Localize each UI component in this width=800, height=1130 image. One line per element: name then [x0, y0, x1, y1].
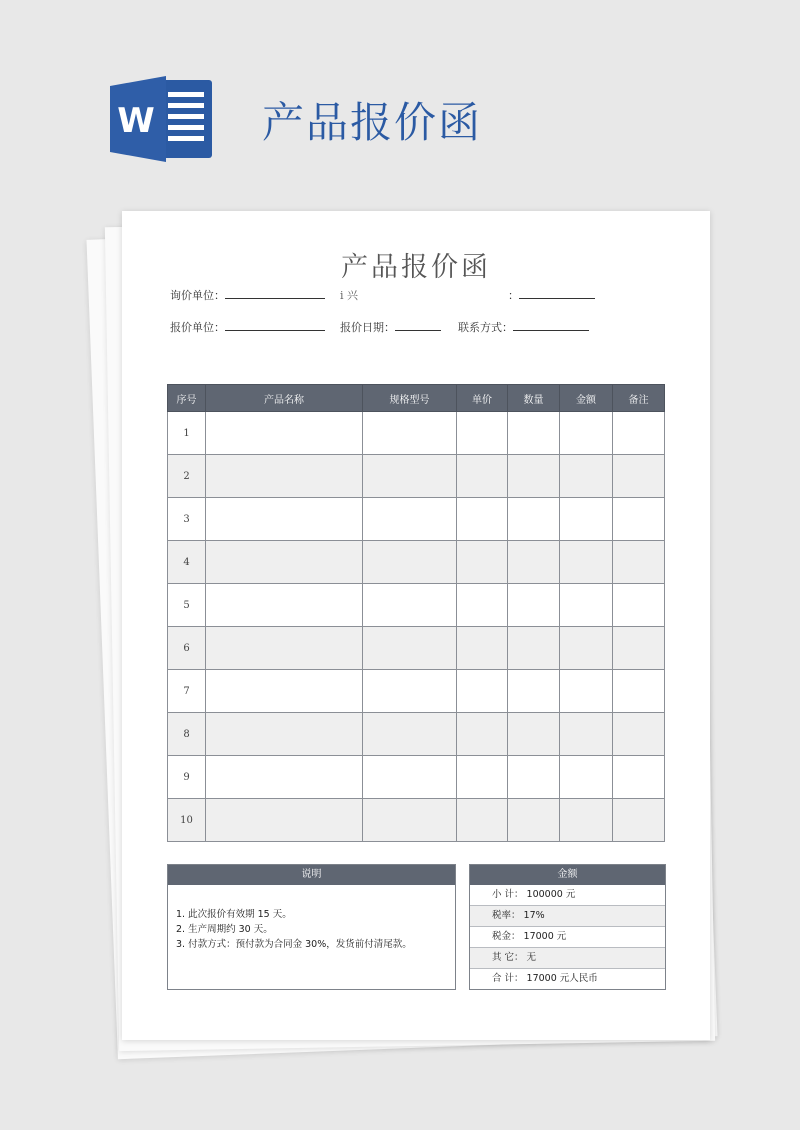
page-title: 产品报价函: [262, 98, 483, 147]
word-logo-letter: W: [117, 101, 155, 141]
table-cell[interactable]: [363, 541, 457, 584]
table-cell[interactable]: [457, 498, 508, 541]
contact-row: [458, 319, 589, 335]
row-number: 8: [168, 713, 206, 756]
table-cell[interactable]: [560, 412, 613, 455]
table-cell[interactable]: [613, 713, 665, 756]
table-row: [168, 584, 665, 627]
table-cell[interactable]: [363, 412, 457, 455]
inquiry-unit-field[interactable]: [225, 288, 325, 299]
table-cell[interactable]: [457, 412, 508, 455]
table-cell[interactable]: [508, 455, 560, 498]
column-header: 产品名称: [206, 385, 363, 412]
row-number: 2: [168, 455, 206, 498]
row-number: 10: [168, 799, 206, 842]
table-cell[interactable]: [613, 584, 665, 627]
table-cell[interactable]: [613, 670, 665, 713]
table-cell[interactable]: [560, 455, 613, 498]
tax-rate-row: 税率： 17%: [470, 905, 665, 926]
table-cell[interactable]: [206, 412, 363, 455]
table-cell[interactable]: [206, 627, 363, 670]
quote-date-field[interactable]: [395, 320, 441, 331]
notes-panel: [167, 864, 456, 990]
inquiry-unit-label: 询价单位：: [170, 289, 225, 302]
table-cell[interactable]: [508, 799, 560, 842]
column-header: 数量: [508, 385, 560, 412]
table-cell[interactable]: [206, 713, 363, 756]
table-cell[interactable]: [206, 756, 363, 799]
contact-field[interactable]: [513, 320, 589, 331]
inquiry-unit-row: [170, 287, 325, 303]
table-cell[interactable]: [560, 713, 613, 756]
table-cell[interactable]: [613, 799, 665, 842]
table-cell[interactable]: [508, 670, 560, 713]
column-header: 序号: [168, 385, 206, 412]
quote-unit-field[interactable]: [225, 320, 325, 331]
row-number: 5: [168, 584, 206, 627]
row-number: 9: [168, 756, 206, 799]
quote-unit-label: 报价单位：: [170, 321, 225, 334]
table-row: [168, 756, 665, 799]
tax-amount-row: 税金： 17000 元: [470, 926, 665, 947]
subtotal-row: 小 计： 100000 元: [492, 889, 576, 900]
table-cell[interactable]: [206, 455, 363, 498]
quote-unit-row: [170, 319, 325, 335]
table-cell[interactable]: [508, 756, 560, 799]
table-cell[interactable]: [560, 541, 613, 584]
table-cell[interactable]: [363, 627, 457, 670]
table-row: [168, 670, 665, 713]
table-cell[interactable]: [613, 455, 665, 498]
other-row: 其 它： 无: [470, 947, 665, 968]
table-cell[interactable]: [560, 670, 613, 713]
row-number: 6: [168, 627, 206, 670]
table-row: [168, 412, 665, 455]
table-cell[interactable]: [613, 412, 665, 455]
row-number: 7: [168, 670, 206, 713]
partial-label: i 兴: [340, 289, 359, 302]
column-header: 规格型号: [363, 385, 457, 412]
table-cell[interactable]: [206, 541, 363, 584]
unnamed-field-row: [508, 287, 595, 303]
table-row: [168, 455, 665, 498]
total-row: 合 计： 17000 元人民币: [470, 968, 665, 989]
amount-heading: 金额: [470, 865, 665, 885]
table-cell[interactable]: [560, 756, 613, 799]
row-number: 3: [168, 498, 206, 541]
table-cell[interactable]: [457, 455, 508, 498]
document-title: 产品报价函: [341, 252, 491, 283]
table-cell[interactable]: [613, 627, 665, 670]
note-item: 2. 生产周期约 30 天。: [176, 924, 273, 935]
column-header: 备注: [613, 385, 665, 412]
table-cell[interactable]: [457, 584, 508, 627]
table-cell[interactable]: [363, 498, 457, 541]
table-cell[interactable]: [363, 799, 457, 842]
column-header: 金额: [560, 385, 613, 412]
table-cell[interactable]: [206, 584, 363, 627]
table-cell[interactable]: [206, 498, 363, 541]
word-icon: [110, 74, 214, 164]
row-number: 4: [168, 541, 206, 584]
table-cell[interactable]: [363, 756, 457, 799]
table-cell[interactable]: [457, 670, 508, 713]
column-header: 单价: [457, 385, 508, 412]
notes-list: [168, 885, 455, 952]
quote-table: [167, 384, 665, 842]
notes-heading: 说明: [168, 865, 455, 885]
unnamed-field[interactable]: [519, 288, 595, 299]
table-cell[interactable]: [457, 799, 508, 842]
contact-label: 联系方式：: [458, 321, 513, 334]
document-sheet: [122, 211, 710, 1040]
table-row: [168, 799, 665, 842]
note-item: 3. 付款方式：预付款为合同金 30%，发货前付清尾款。: [176, 939, 412, 950]
table-header-row: [168, 385, 665, 412]
table-row: [168, 498, 665, 541]
row-number: 1: [168, 412, 206, 455]
amount-panel: [469, 864, 666, 990]
table-cell[interactable]: [508, 498, 560, 541]
table-cell[interactable]: [457, 541, 508, 584]
table-cell[interactable]: [363, 670, 457, 713]
quote-date-row: [340, 319, 441, 335]
table-cell[interactable]: [363, 455, 457, 498]
quote-date-label: 报价日期：: [340, 321, 395, 334]
table-cell[interactable]: [508, 584, 560, 627]
table-cell[interactable]: [613, 498, 665, 541]
table-cell[interactable]: [457, 713, 508, 756]
table-cell[interactable]: [560, 498, 613, 541]
table-row: [168, 713, 665, 756]
table-cell[interactable]: [613, 541, 665, 584]
table-cell[interactable]: [457, 627, 508, 670]
table-cell[interactable]: [508, 627, 560, 670]
table-row: [168, 541, 665, 584]
table-cell[interactable]: [363, 584, 457, 627]
table-cell[interactable]: [508, 541, 560, 584]
table-cell[interactable]: [560, 799, 613, 842]
table-cell[interactable]: [508, 412, 560, 455]
table-cell[interactable]: [206, 670, 363, 713]
table-cell[interactable]: [206, 799, 363, 842]
table-row: [168, 627, 665, 670]
table-cell[interactable]: [613, 756, 665, 799]
table-cell[interactable]: [560, 584, 613, 627]
table-cell[interactable]: [560, 627, 613, 670]
table-cell[interactable]: [457, 756, 508, 799]
note-item: 1. 此次报价有效期 15 天。: [176, 909, 292, 920]
table-cell[interactable]: [508, 713, 560, 756]
table-cell[interactable]: [363, 713, 457, 756]
unnamed-field-colon: ：: [508, 289, 519, 302]
